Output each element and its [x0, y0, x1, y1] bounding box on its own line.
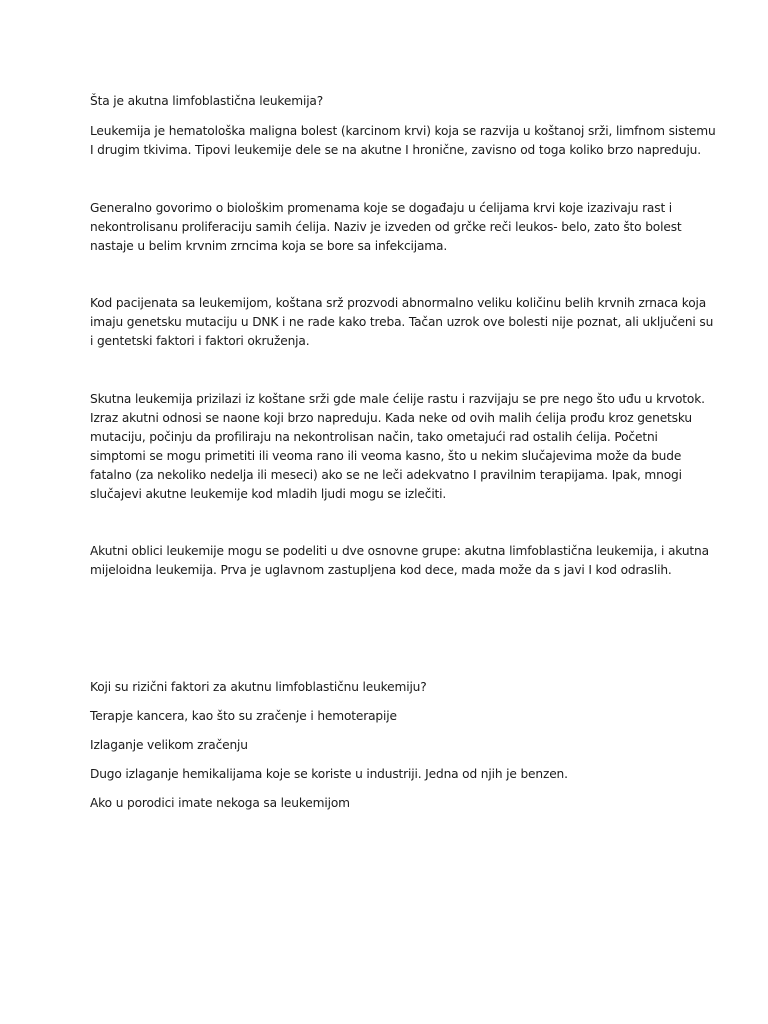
paragraph-line: Skutna leukemija prizilazi iz koštane srži gde male ćelije rastu i razvijaju se pre nego što uđu u krvotok. — [90, 392, 705, 406]
paragraph-line: Izraz akutni odnosi se naone koji brzo napreduju. Kada neke od ovih malih ćelija prođu kroz genetsku — [90, 411, 692, 425]
risk-factor-item: Ako u porodici imate nekoga sa leukemijom — [90, 796, 350, 810]
paragraph-line: nekontrolisanu proliferaciju samih ćelija. Naziv je izveden od grčke reči leukos- belo, zato što bolest — [90, 220, 682, 234]
paragraph-line: Akutni oblici leukemije mogu se podeliti u dve osnovne grupe: akutna limfoblastična leukemija, i akutna — [90, 544, 709, 558]
paragraph-line: imaju genetsku mutaciju u DNK i ne rade kako treba. Tačan uzrok ove bolesti nije poznat, ali uključeni su — [90, 315, 714, 329]
paragraph-line: Leukemija je hematološka maligna bolest (karcinom krvi) koja se razvija u koštanoj srži, limfnom sistemu — [90, 124, 716, 138]
paragraph-line: mijeloidna leukemija. Prva je uglavnom zastupljena kod dece, mada može da s javi I kod odraslih. — [90, 563, 672, 577]
paragraph-line: nastaje u belim krvnim zrncima koja se bore sa infekcijama. — [90, 239, 448, 253]
paragraph-line: I drugim tkivima. Tipovi leukemije dele se na akutne I hronične, zavisno od toga koliko brzo napreduju. — [90, 143, 701, 157]
paragraph-line: slučajevi akutne leukemije kod mladih ljudi mogu se izlečiti. — [90, 487, 447, 501]
paragraph-line: mutaciju, počinju da profiliraju na nekontrolisan način, tako ometajući rad ostalih ćelija. Početni — [90, 430, 658, 444]
risk-factor-item: Dugo izlaganje hemikalijama koje se koriste u industriji. Jedna od njih je benzen. — [90, 767, 568, 781]
paragraph-line: Generalno govorimo o biološkim promenama koje se događaju u ćelijama krvi koje izazivaju rast i — [90, 201, 673, 215]
heading-what-is-all: Šta je akutna limfoblastična leukemija? — [90, 94, 324, 108]
risk-factor-item: Terapje kancera, kao što su zračenje i hemoterapije — [90, 709, 397, 723]
paragraph-line: simptomi se mogu primetiti ili veoma rano ili veoma kasno, što u nekim slučajevima može da bude — [90, 449, 682, 463]
paragraph-line: i gentetski faktori i faktori okruženja. — [90, 334, 310, 348]
paragraph-line: fatalno (za nekoliko nedelja ili meseci) ako se ne leči adekvatno I pravilnim terapijama. Ipak, mnogi — [90, 468, 682, 482]
heading-risk-factors: Koji su rizični faktori za akutnu limfoblastičnu leukemiju? — [90, 680, 427, 694]
risk-factor-item: Izlaganje velikom zračenju — [90, 738, 248, 752]
paragraph-line: Kod pacijenata sa leukemijom, koštana srž prozvodi abnormalno veliku količinu belih krvnih zrnaca koja — [90, 296, 707, 310]
